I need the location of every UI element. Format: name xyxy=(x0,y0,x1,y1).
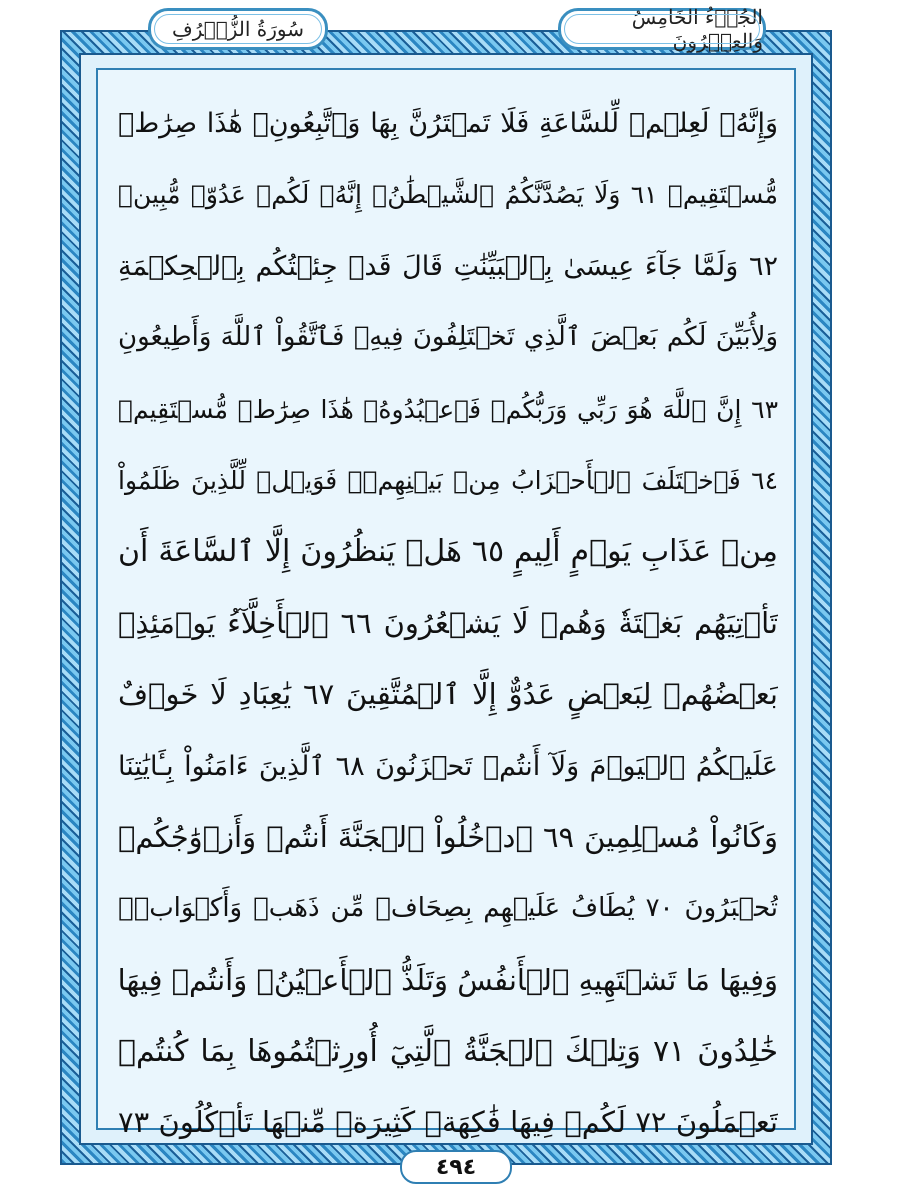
surah-name: سُورَةُ الزُّخۡرُفِ xyxy=(171,17,305,41)
verse-line: وَكَانُواْ مُسۡلِمِينَ ٦٩ ٱدۡخُلُواْ ٱلۡجَنَّةَ أَنتُمۡ وَأَزۡوَٰجُكُمۡ xyxy=(118,819,778,854)
verse-line: مِنۡ عَذَابِ يَوۡمٍ أَلِيمٍ ٦٥ هَلۡ يَنظُرُونَ إِلَّا ٱلسَّاعَةَ أَن xyxy=(118,534,778,570)
verse-line: تَأۡتِيَهُم بَغۡتَةٗ وَهُمۡ لَا يَشۡعُرُونَ ٦٦ ٱلۡأَخِلَّآءُ يَوۡمَئِذِۭ xyxy=(118,605,778,640)
verse-line: وَفِيهَا مَا تَشۡتَهِيهِ ٱلۡأَنفُسُ وَتَلَذُّ ٱلۡأَعۡيُنُۖ وَأَنتُمۡ فِيهَا xyxy=(118,962,778,997)
verse-line: بَعۡضُهُمۡ لِبَعۡضٍ عَدُوٌّ إِلَّا ٱلۡمُتَّقِينَ ٦٧ يَٰعِبَادِ لَا خَوۡفٌ xyxy=(118,677,778,712)
verse-line: ٦٤ فَٱخۡتَلَفَ ٱلۡأَحۡزَابُ مِنۢ بَيۡنِهِمۡۖ فَوَيۡلٞ لِّلَّذِينَ ظَلَمُواْ xyxy=(118,465,778,495)
page-number-box xyxy=(400,1150,512,1184)
verse-line: عَلَيۡكُمُ ٱلۡيَوۡمَ وَلَآ أَنتُمۡ تَحۡزَنُونَ ٦٨ ٱلَّذِينَ ءَامَنُواْ بِـَٔايَٰتِنَا xyxy=(118,750,778,782)
verse-line: خَٰلِدُونَ ٧١ وَتِلۡكَ ٱلۡجَنَّةُ ٱلَّتِيٓ أُورِثۡتُمُوهَا بِمَا كُنتُمۡ xyxy=(118,1034,778,1070)
verse-line: وَلِأُبَيِّنَ لَكُم بَعۡضَ ٱلَّذِي تَخۡتَلِفُونَ فِيهِۖ فَٱتَّقُواْ ٱللَّهَ وَأَطِيعُونِ xyxy=(118,322,778,353)
surah-name-cartouche xyxy=(148,8,328,50)
juz-name-cartouche xyxy=(558,5,766,53)
juz-name: الجُزۡءُ الخَامِسُ وَالعِشۡرُونَ xyxy=(631,5,763,53)
verse-line: ٦٢ وَلَمَّا جَآءَ عِيسَىٰ بِٱلۡبَيِّنَٰتِ قَالَ قَدۡ جِئۡتُكُم بِٱلۡحِكۡمَةِ xyxy=(118,250,778,282)
verse-line: مُّسۡتَقِيمٞ ٦١ وَلَا يَصُدَّنَّكُمُ ٱلشَّيۡطَٰنُۖ إِنَّهُۥ لَكُمۡ عَدُوّٞ مُّبِينٞ xyxy=(118,180,778,210)
verse-line: وَإِنَّهُۥ لَعِلۡمٞ لِّلسَّاعَةِ فَلَا تَمۡتَرُنَّ بِهَا وَٱتَّبِعُونِۚ هَٰذَا صِرَٰطٞ xyxy=(118,108,778,139)
page-number: ٤٩٤ xyxy=(435,1154,477,1180)
verse-line: تُحۡبَرُونَ ٧٠ يُطَافُ عَلَيۡهِم بِصِحَافٖ مِّن ذَهَبٖ وَأَكۡوَابٖۖ xyxy=(118,893,778,924)
verse-lines xyxy=(118,88,778,1159)
verse-line: تَعۡمَلُونَ ٧٢ لَكُمۡ فِيهَا فَٰكِهَةٞ كَثِيرَةٞ مِّنۡهَا تَأۡكُلُونَ ٧٣ xyxy=(118,1105,778,1140)
verse-line: ٦٣ إِنَّ ٱللَّهَ هُوَ رَبِّي وَرَبُّكُمۡ فَٱعۡبُدُوهُۚ هَٰذَا صِرَٰطٞ مُّسۡتَقِيمٞ xyxy=(118,394,778,424)
